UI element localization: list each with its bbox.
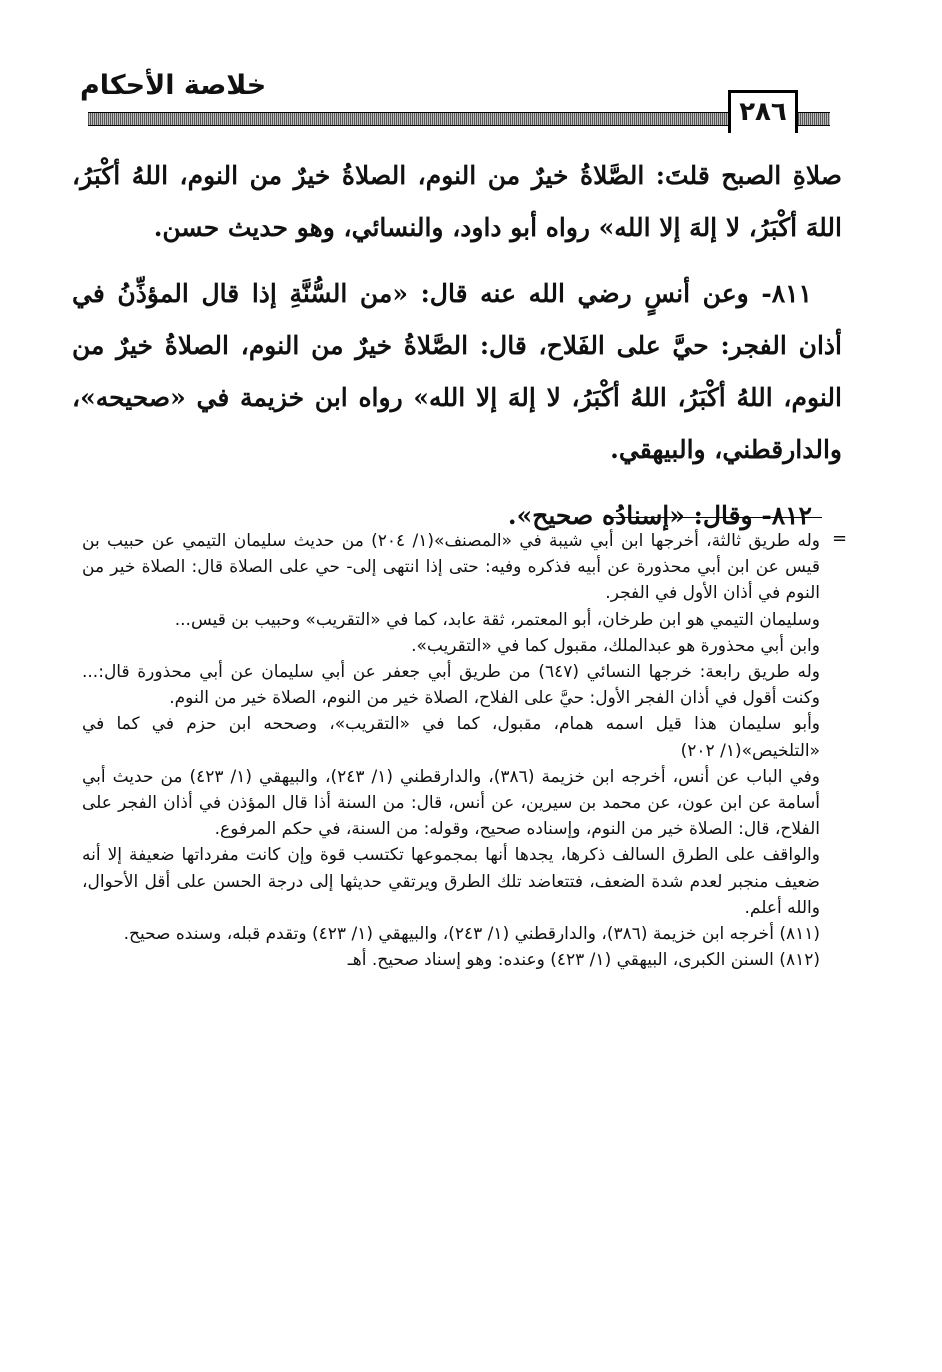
footnote-812: (٨١٢) السنن الكبرى، البيهقي (١/ ٤٢٣) وعنده: وهو إسناد صحيح. أهـ <box>347 950 820 971</box>
running-title: خلاصة الأحكام <box>80 70 267 101</box>
footnote-separator <box>606 517 822 518</box>
continuation-marker: = <box>832 528 848 549</box>
footnote-line: وابن أبي محذورة هو عبدالملك، مقبول كما في «التقريب». <box>411 635 820 656</box>
hadith-812: ٨١٢- وقال: «إسنادُه صحيح». <box>507 501 812 530</box>
footnote-line: وأبو سليمان هذا قيل اسمه همام، مقبول، كما في «التقريب»، وصححه ابن حزم في كما في «التلخيص»(١/ ٢٠٢) <box>82 714 820 761</box>
footnote-line: والواقف على الطرق السالف ذكرها، يجدها أنها بمجموعها تكتسب قوة وإن كانت مفرداتها ضعيفة إلا أنه ضعيف منجبر لعدم شدة الضعف، فتتعاضد تلك الطرق ويرتقي حديثها إلى درجة الحسن على أقل الأحوال، والله أعلم. <box>82 845 820 918</box>
footnotes <box>82 528 820 973</box>
footnote-line: وله طريق ثالثة، أخرجها ابن أبي شيبة في «المصنف»(١/ ٢٠٤) من حديث سليمان التيمي عن حبيب بن قيس عن ابن أبي محذورة عن أبيه فذكره وفيه: حتى إذا انتهى إلى- حي على الصلاة قال: الصلاة خير من النوم في أذان الأول في الفجر. <box>82 531 820 604</box>
main-text <box>72 150 842 542</box>
main-paragraph-1: صلاةِ الصبح قلتَ: الصَّلاةُ خيرٌ من النوم، الصلاةُ خيرٌ من النوم، اللهُ أكْبَرُ، اللهَ أكْبَرُ، لا إلهَ إلا الله» رواه أبو داود، والنسائي، وهو حديث حسن. <box>72 161 842 242</box>
hadith-811: ٨١١- وعن أنسٍ رضي الله عنه قال: «من السُّنَّةِ إذا قال المؤذِّنُ في أذان الفجر: حيَّ على الفَلاح، قال: الصَّلاةُ خيرٌ من النوم، الصلاةُ خيرٌ من النوم، اللهُ أكْبَرُ، اللهُ أكْبَرُ، لا إلهَ إلا الله» رواه ابن خزيمة في «صحيحه»، والدارقطني، والبيهقي. <box>72 279 842 464</box>
header-ornament-rule <box>88 112 728 126</box>
footnote-811: (٨١١) أخرجه ابن خزيمة (٣٨٦)، والدارقطني (١/ ٢٤٣)، والبيهقي (١/ ٤٢٣) وتقدم قبله، وسنده صحيح. <box>123 924 820 945</box>
footnote-line: وسليمان التيمي هو ابن طرخان، أبو المعتمر، ثقة عابد، كما في «التقريب» وحبيب بن قيس... <box>174 609 820 630</box>
page-number: ٢٨٦ <box>728 90 798 133</box>
footnote-line: وفي الباب عن أنس، أخرجه ابن خزيمة (٣٨٦)، والدارقطني (١/ ٢٤٣)، والبيهقي (١/ ٤٢٣) من حديث أبي أسامة عن ابن عون، عن محمد بن سيرين، عن أنس، قال: من السنة أذا قال المؤذن في أذان الفجر على الفلاح، قال: الصلاة خير من النوم، وإسناده صحيح، وقوله: من السنة، في حكم المرفوع. <box>82 766 820 840</box>
footnote-line: وله طريق رابعة: خرجها النسائي (٦٤٧) من طريق أبي جعفر عن أبي سليمان عن أبي محذورة قال:... وكنت أقول في أذان الفجر الأول: حيَّ على الفلاح، الصلاة خير من النوم، الصلاة خير من النوم. <box>82 662 821 709</box>
